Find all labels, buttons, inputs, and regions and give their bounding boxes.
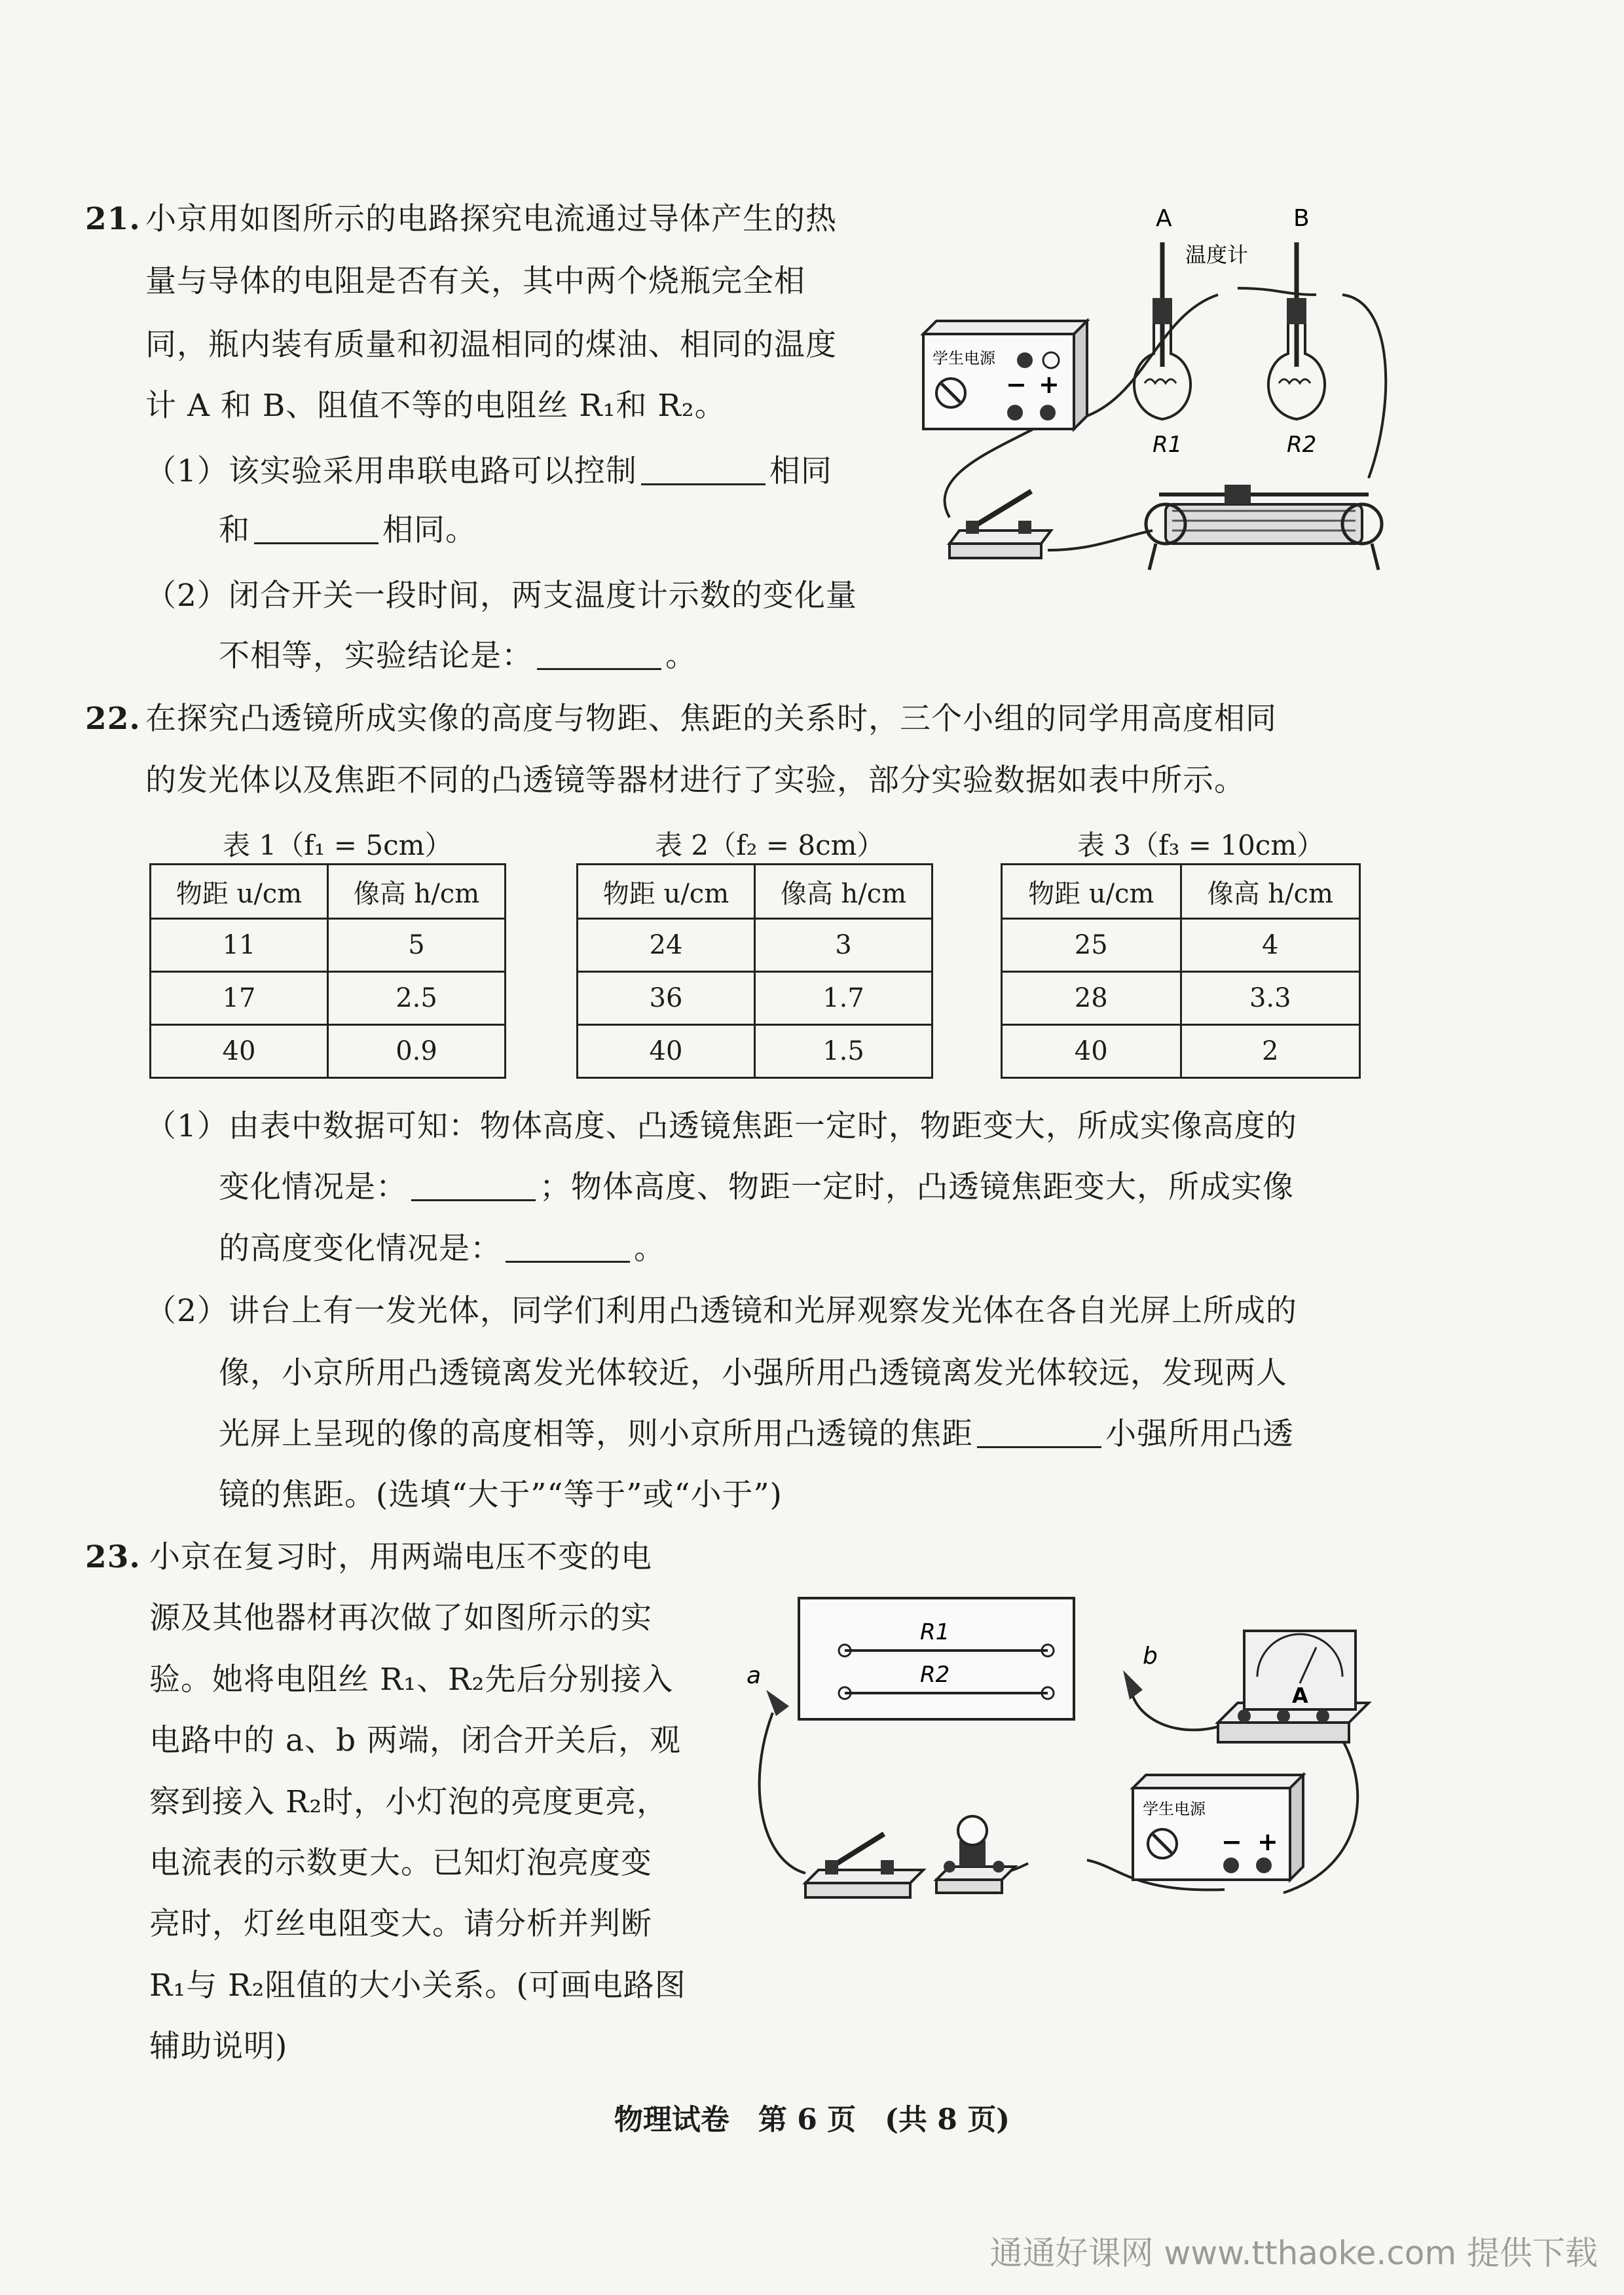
q22-stem-line-1: 在探究凸透镜所成实像的高度与物距、焦距的关系时，三个小组的同学用高度相同 xyxy=(145,701,1277,737)
table-3-caption: 表 3（f₃ = 10cm） xyxy=(1077,829,1325,861)
table-cell: 24 xyxy=(578,919,755,972)
q21-thermometer-label: 温度计 xyxy=(1185,242,1249,267)
q22-part-1-number: （1） xyxy=(145,1108,229,1144)
q21-wire xyxy=(1342,295,1386,478)
q23-switch xyxy=(805,1834,923,1897)
table-1-caption: 表 1（f₁ = 5cm） xyxy=(223,829,452,861)
table-cell: 28 xyxy=(1002,972,1181,1025)
q23-r1-label: R1 xyxy=(920,1619,950,1645)
q21-part-1-text-a: 该实验采用串联电路可以控制 xyxy=(228,453,637,489)
table-cell: 40 xyxy=(578,1025,755,1078)
q21-part-1-text-d: 相同。 xyxy=(382,512,477,548)
q23-lamp xyxy=(936,1816,1015,1893)
q23-stem-line-9: 辅助说明) xyxy=(149,2028,288,2064)
q23-power-supply xyxy=(1133,1775,1303,1880)
q23-r2-label: R2 xyxy=(920,1662,950,1688)
table-header-cell: 像高 h/cm xyxy=(755,865,932,919)
q23-terminal-b-label: b xyxy=(1143,1643,1158,1670)
table-2 xyxy=(576,863,933,1079)
table-cell: 0.9 xyxy=(328,1025,506,1078)
q22-number: 22. xyxy=(85,701,141,737)
q22-part-1-line-3 xyxy=(219,1229,665,1269)
q21-blank-3[interactable] xyxy=(537,642,661,670)
table-1 xyxy=(149,863,506,1079)
q21-minus-sign: − xyxy=(1006,370,1027,399)
q22-part-1-line-2 xyxy=(219,1168,1294,1207)
table-cell: 1.7 xyxy=(755,972,932,1025)
q21-part-2-text-b: 不相等，实验结论是： xyxy=(219,638,533,674)
q23-stem-line-1: 小京在复习时，用两端电压不变的电 xyxy=(149,1539,652,1575)
q21-stem-line-1: 小京用如图所示的电路探究电流通过导体产生的热 xyxy=(145,201,837,237)
q21-part-1-line-2 xyxy=(219,511,477,550)
q21-part-1-number: （1） xyxy=(145,453,229,489)
q23-number: 23. xyxy=(85,1539,141,1575)
table-cell: 4 xyxy=(1181,919,1360,972)
table-header-cell: 物距 u/cm xyxy=(1002,865,1181,919)
table-3 xyxy=(1001,863,1361,1079)
q21-stem-line-2: 量与导体的电阻是否有关，其中两个烧瓶完全相 xyxy=(145,263,805,299)
q23-wire xyxy=(760,1713,805,1873)
q22-part-2-number: （2） xyxy=(145,1293,229,1329)
q22-part-2-text-3b: 小强所用凸透 xyxy=(1105,1416,1294,1452)
table-header-cell: 物距 u/cm xyxy=(151,865,328,919)
table-cell: 40 xyxy=(151,1025,328,1078)
q23-clip-a xyxy=(766,1690,789,1716)
q23-stem-line-3: 验。她将电阻丝 R₁、R₂先后分别接入 xyxy=(149,1662,674,1698)
q22-part-1-text-2b: ；物体高度、物距一定时，凸透镜焦距变大，所成实像 xyxy=(540,1169,1294,1205)
q23-stem-line-6: 电流表的示数更大。已知灯泡亮度变 xyxy=(149,1845,652,1881)
q22-part-2-text-1: 讲台上有一发光体，同学们利用凸透镜和光屏观察发光体在各自光屏上所成的 xyxy=(228,1293,1297,1329)
q23-stem-line-5: 察到接入 R₂时，小灯泡的亮度更亮， xyxy=(149,1784,669,1820)
q22-part-1-text-2a: 变化情况是： xyxy=(219,1169,407,1205)
q22-part-2-line-4: 镜的焦距。(选填“大于”“等于”或“小于”) xyxy=(219,1477,783,1513)
table-cell: 1.5 xyxy=(755,1025,932,1078)
watermark: 通通好课网 www.tthaoke.com 提供下载 xyxy=(989,2234,1598,2272)
q21-blank-2[interactable] xyxy=(254,516,378,544)
q21-part-1-text-b: 相同 xyxy=(769,453,832,489)
q21-number: 21. xyxy=(85,201,141,237)
table-cell: 3 xyxy=(755,919,932,972)
q21-part-2-end: 。 xyxy=(665,638,697,674)
q22-part-1-text-3b: 。 xyxy=(634,1231,665,1267)
q23-stem-line-2: 源及其他器材再次做了如图所示的实 xyxy=(149,1600,652,1636)
q22-part-2-line-2: 像，小京所用凸透镜离发光体较近，小强所用凸透镜离发光体较远，发现两人 xyxy=(219,1355,1287,1391)
q21-switch xyxy=(950,491,1051,558)
q21-stem-line-3: 同，瓶内装有质量和初温相同的煤油、相同的温度 xyxy=(145,327,837,363)
q23-ammeter-label: A xyxy=(1292,1683,1308,1708)
q22-stem-line-2: 的发光体以及焦距不同的凸透镜等器材进行了实验，部分实验数据如表中所示。 xyxy=(145,762,1246,798)
q22-part-2-line-1 xyxy=(145,1292,1297,1331)
q21-plus-sign: + xyxy=(1039,370,1060,399)
q22-blank-1[interactable] xyxy=(411,1173,536,1201)
table-cell: 11 xyxy=(151,919,328,972)
q21-r2-label: R2 xyxy=(1287,432,1317,458)
q21-part-2-line-2 xyxy=(219,637,697,676)
q23-ammeter xyxy=(1218,1631,1369,1742)
table-cell: 2 xyxy=(1181,1025,1360,1078)
q22-blank-3[interactable] xyxy=(977,1420,1101,1448)
table-cell: 17 xyxy=(151,972,328,1025)
table-cell: 25 xyxy=(1002,919,1181,972)
q21-power-supply xyxy=(923,321,1087,429)
q21-part-2-text-a: 闭合开关一段时间，两支温度计示数的变化量 xyxy=(228,578,857,614)
table-cell: 40 xyxy=(1002,1025,1181,1078)
q22-part-2-line-3 xyxy=(219,1415,1294,1454)
q23-power-label: 学生电源 xyxy=(1143,1800,1206,1818)
q21-rheostat xyxy=(1146,485,1382,570)
q21-part-2-line-1 xyxy=(145,576,857,616)
q21-flask-a xyxy=(1134,242,1190,458)
q23-circuit-figure xyxy=(740,1585,1395,1952)
q21-flask-b xyxy=(1268,242,1325,458)
q23-minus-sign: − xyxy=(1221,1827,1242,1856)
q22-part-1-line-1 xyxy=(145,1107,1297,1146)
q21-apparatus-figure xyxy=(910,196,1408,589)
q21-wire xyxy=(945,419,1051,517)
table-header-cell: 物距 u/cm xyxy=(578,865,755,919)
q22-part-2-text-3a: 光屏上呈现的像的高度相等，则小京所用凸透镜的焦距 xyxy=(219,1416,973,1452)
table-header-cell: 像高 h/cm xyxy=(328,865,506,919)
q21-part-1-line-1 xyxy=(145,452,832,491)
q23-clip-b xyxy=(1123,1670,1143,1700)
q21-stem-line-4: 计 A 和 B、阻值不等的电阻丝 R₁和 R₂。 xyxy=(145,388,726,424)
q22-part-1-text-3a: 的高度变化情况是： xyxy=(219,1231,502,1267)
table-cell: 3.3 xyxy=(1181,972,1360,1025)
q22-part-1-text-1: 由表中数据可知：物体高度、凸透镜焦距一定时，物距变大，所成实像高度的 xyxy=(228,1108,1297,1144)
q21-power-label: 学生电源 xyxy=(932,349,995,367)
q21-blank-1[interactable] xyxy=(641,457,766,485)
q21-r1-label: R1 xyxy=(1153,432,1183,458)
q21-part-2-number: （2） xyxy=(145,578,229,614)
q21-wire xyxy=(1238,288,1316,295)
q21-label-a: A xyxy=(1156,205,1172,232)
table-header-cell: 像高 h/cm xyxy=(1181,865,1360,919)
table-2-caption: 表 2（f₂ = 8cm） xyxy=(655,829,885,861)
table-cell: 36 xyxy=(578,972,755,1025)
q23-stem-line-7: 亮时，灯丝电阻变大。请分析并判断 xyxy=(149,1906,652,1942)
q23-stem-line-8: R₁与 R₂阻值的大小关系。(可画电路图 xyxy=(149,1968,686,2004)
q21-label-b: B xyxy=(1293,205,1310,232)
q23-stem-line-4: 电路中的 a、b 两端，闭合开关后，观 xyxy=(149,1723,681,1759)
q23-resistor-board xyxy=(799,1598,1074,1719)
q23-plus-sign: + xyxy=(1257,1827,1278,1856)
q22-blank-2[interactable] xyxy=(506,1235,630,1263)
table-cell: 5 xyxy=(328,919,506,972)
q21-wire xyxy=(1048,531,1153,550)
page-footer: 物理试卷 第 6 页 (共 8 页) xyxy=(614,2103,1010,2136)
q23-terminal-a-label: a xyxy=(747,1662,762,1689)
q21-part-1-text-c: 和 xyxy=(219,512,250,548)
table-cell: 2.5 xyxy=(328,972,506,1025)
